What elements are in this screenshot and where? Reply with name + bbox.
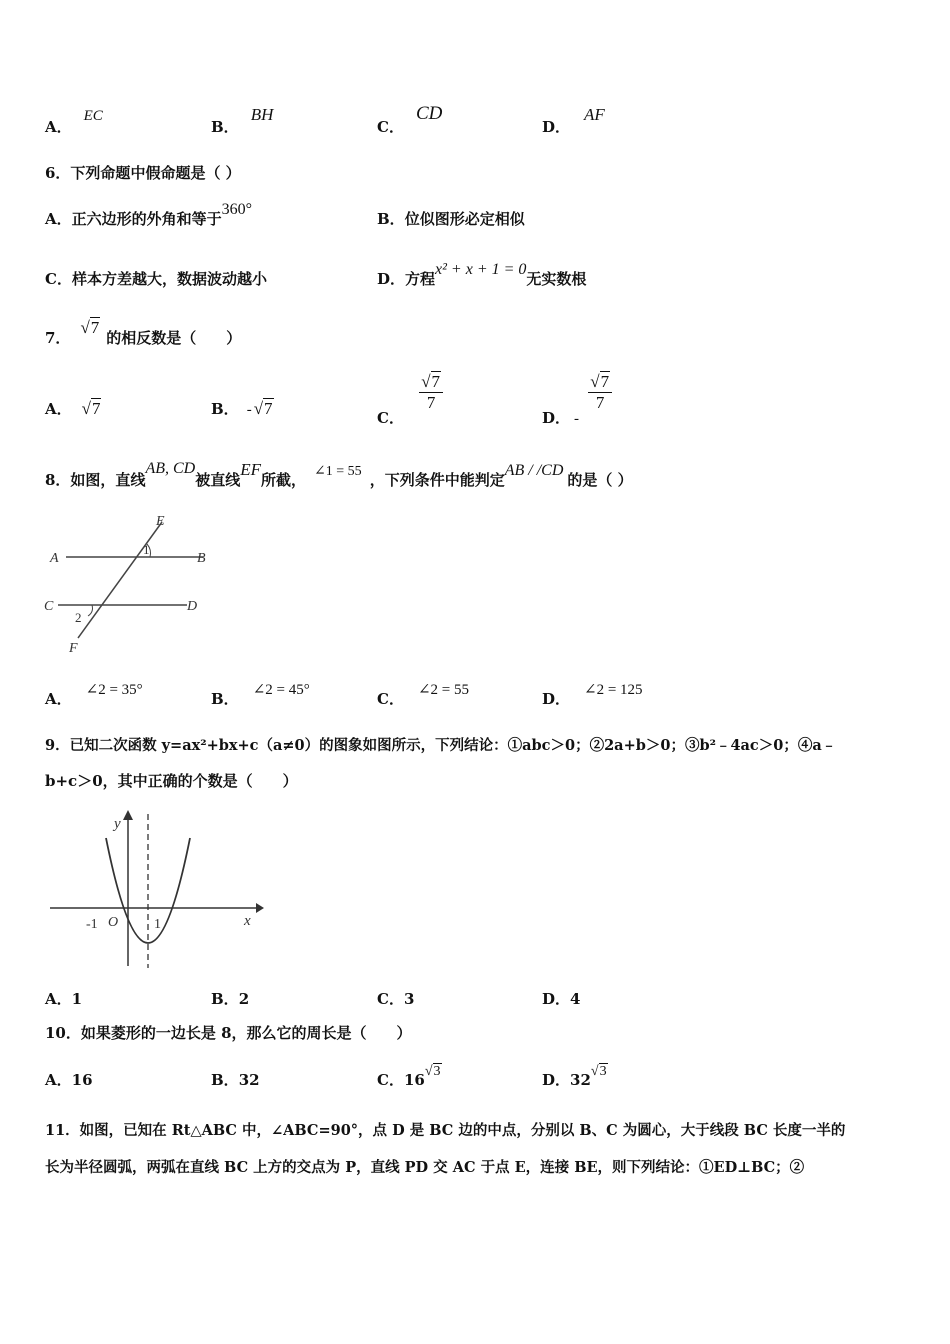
q9-stem-line2: b+c＞0，其中正确的个数是（ ） (45, 772, 298, 790)
label-one: 1 (154, 917, 161, 932)
q8-option-c: C． ∠2 = 55 (377, 682, 469, 708)
q7-sqrt: √7 (80, 318, 100, 337)
q8-option-b: B． ∠2 = 45° (211, 682, 310, 708)
q8-option-c-math: ∠2 = 55 (417, 682, 469, 698)
label-angle-1: 1 (143, 542, 150, 557)
y-axis-arrow (123, 810, 133, 820)
q5-option-a: A．EC (45, 108, 103, 136)
q7-stem: 7．√7的相反数是（ ） (45, 318, 242, 347)
q10-option-d: D．32√3 (542, 1064, 607, 1089)
q6-option-c: C．样本方差越大，数据波动越小 (45, 270, 267, 288)
label-origin: O (108, 915, 119, 930)
q10-option-d-math: √3 (590, 1064, 607, 1079)
q8-option-d-math: ∠2 = 125 (584, 682, 643, 698)
q5-option-c: C．CD (377, 103, 443, 136)
q10-option-c: C．16√3 (377, 1064, 441, 1089)
label-c: C (44, 599, 54, 614)
q7-option-b-math: √7 (253, 399, 273, 418)
q7-option-c-math: $\frac{√7}{7}$ (419, 372, 443, 413)
q9-option-c: C．3 (377, 990, 415, 1008)
q10-option-a: A．16 (45, 1071, 93, 1089)
q8-option-d: D． ∠2 = 125 (542, 682, 643, 708)
q5-option-b: B．BH (211, 105, 274, 136)
q10-stem: 10．如果菱形的一边长是 8，那么它的周长是（ ） (45, 1024, 412, 1042)
q5-option-c-math: CD (415, 103, 443, 124)
label-minus-one: -1 (86, 917, 98, 932)
q6-option-d-math: x² + x + 1 = 0 (435, 261, 527, 278)
q6-option-a-math: 360° (221, 201, 253, 218)
q8-option-a: A． ∠2 = 35° (45, 682, 143, 708)
q5-option-b-math: BH (250, 105, 274, 124)
q7-option-c: C． $\frac{√7}{7}$ (377, 372, 443, 413)
q6-option-d: D．方程x² + x + 1 = 0无实数根 (377, 261, 587, 288)
q10-option-c-math: √3 (424, 1064, 441, 1079)
q8-stem: 8．如图，直线AB, CD被直线EF所截， ∠1 = 55 ，下列条件中能判定AB / /CD的是（ ） (45, 460, 633, 489)
x-axis-arrow (256, 903, 264, 913)
q9-option-b: B．2 (211, 990, 250, 1008)
q5-option-d-math: AF (584, 105, 605, 124)
q8-option-b-math: ∠2 = 45° (252, 682, 310, 698)
q7-option-d: D． - $\frac{√7}{7}$ (542, 372, 612, 413)
q5-option-a-math: EC (83, 108, 103, 124)
angle-2-arc (88, 605, 93, 616)
label-d: D (187, 599, 198, 614)
q9-stem-line1: 9．已知二次函数 y=ax²+bx+c（a≠0）的图象如图所示，下列结论：①abc＞0；②2a+b＞0；③b²﹣4ac＞0；④a﹣ (45, 737, 837, 754)
q7-option-b: B． - √7 (211, 399, 273, 418)
q8-figure (40, 510, 220, 660)
label-f: F (69, 641, 78, 656)
label-y: y (114, 816, 121, 832)
q7-option-a: A． √7 (45, 399, 101, 418)
q7-option-a-math: √7 (81, 399, 101, 418)
label-e: E (156, 514, 165, 529)
label-b: B (197, 551, 206, 566)
q9-figure (44, 808, 264, 970)
q6-stem: 6．下列命题中假命题是（ ） (45, 164, 241, 182)
q11-stem-line2: 长为半径圆弧，两弧在直线 BC 上方的交点为 P，直线 PD 交 AC 于点 E，连接 BE，则下列结论：①ED⊥BC；② (45, 1159, 805, 1176)
q9-option-a: A．1 (45, 990, 83, 1008)
q11-stem-line1: 11．如图，已知在 Rt△ABC 中，∠ABC=90°，点 D 是 BC 边的中点，分别以 B、C 为圆心，大于线段 BC 长度一半的 (45, 1122, 846, 1139)
q10-option-b: B．32 (211, 1071, 260, 1089)
label-a: A (50, 551, 59, 566)
q5-option-d: D．AF (542, 105, 605, 136)
label-x: x (244, 913, 251, 929)
label-angle-2: 2 (75, 610, 82, 625)
q7-option-d-math: $\frac{√7}{7}$ (588, 372, 612, 413)
q6-option-b: B．位似图形必定相似 (377, 210, 525, 228)
q9-option-d: D．4 (542, 990, 581, 1008)
line-ef (78, 522, 162, 638)
q6-option-a: A．正六边形的外角和等于360° (45, 201, 253, 228)
q8-option-a-math: ∠2 = 35° (85, 682, 143, 698)
